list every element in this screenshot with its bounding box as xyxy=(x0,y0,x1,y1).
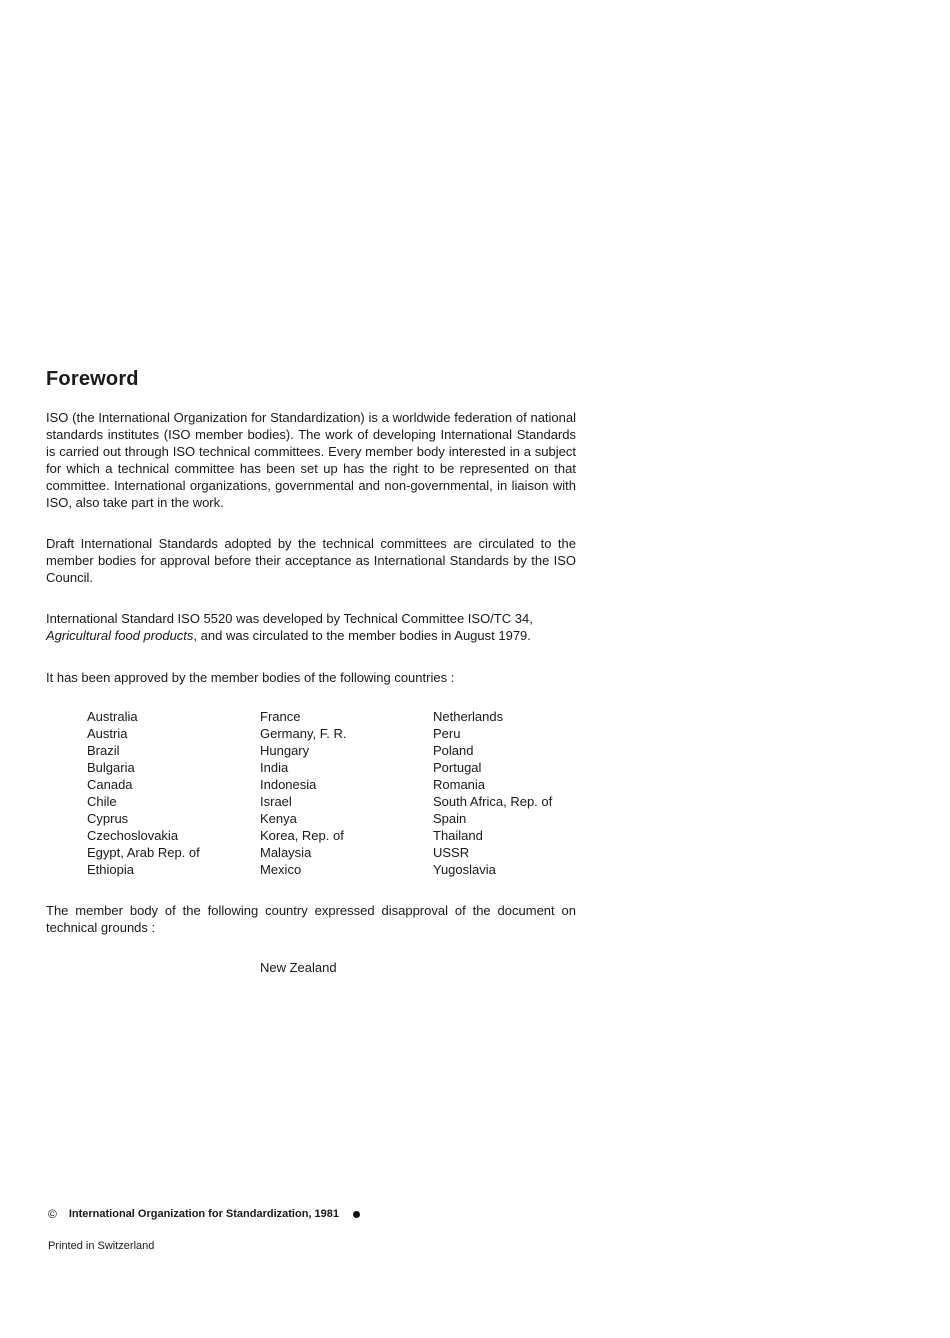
copyright-line xyxy=(48,1207,360,1222)
printed-location: Printed in Switzerland xyxy=(48,1240,155,1252)
committee-title: Agricultural food products xyxy=(46,628,194,643)
circulation-text: , and was circulated to the member bodies in August 1979. xyxy=(193,628,531,643)
country-item: Romania xyxy=(433,777,486,792)
copyright-symbol: © xyxy=(48,1207,57,1221)
approving-countries-list xyxy=(87,708,587,878)
country-item: Yugoslavia xyxy=(433,862,496,877)
country-item: Spain xyxy=(433,811,467,826)
country-item: Portugal xyxy=(433,760,482,775)
country-item: Israel xyxy=(260,794,292,809)
country-item: Canada xyxy=(87,777,133,792)
country-item: Mexico xyxy=(260,862,302,877)
copyright-text: International Organization for Standardization, 1981 xyxy=(68,1208,339,1220)
country-item: Bulgaria xyxy=(87,760,135,775)
country-item: South Africa, Rep. of xyxy=(433,794,553,809)
country-item: France xyxy=(260,709,301,724)
country-item: Austria xyxy=(87,726,128,741)
bullet-icon xyxy=(353,1211,360,1218)
page-title: Foreword xyxy=(46,368,139,390)
draft-standards-paragraph: Draft International Standards adopted by the technical committees are circulated to the member bodies for approval before their acceptance as International Standards by the ISO Council. xyxy=(46,536,576,585)
country-item: USSR xyxy=(433,845,470,860)
country-item: Peru xyxy=(433,726,461,741)
development-text: International Standard ISO 5520 was developed by Technical Committee ISO/TC 34, xyxy=(46,611,533,626)
country-item: Brazil xyxy=(87,743,120,758)
country-item: Poland xyxy=(433,743,474,758)
disapproving-country: New Zealand xyxy=(260,960,337,975)
country-item: Cyprus xyxy=(87,811,129,826)
disapproval-paragraph: The member body of the following country expressed disapproval of the document on technical grounds : xyxy=(46,903,576,935)
country-item: Thailand xyxy=(433,828,483,843)
countries-column-3 xyxy=(433,708,587,878)
country-item: Ethiopia xyxy=(87,862,134,877)
country-item: Netherlands xyxy=(433,709,504,724)
country-item: Australia xyxy=(87,709,138,724)
intro-paragraph: ISO (the International Organization for Standardization) is a worldwide federation of national standards institutes (ISO member bodies). The work of developing International Standards is carried out through ISO technical committees. Every member body interested in a subject for which a technical committee has been set up has the right to be represented on that committee. International organizations, governmental and non-governmental, in liaison with ISO, also take part in the work. xyxy=(46,410,576,510)
country-item: Hungary xyxy=(260,743,310,758)
countries-column-1 xyxy=(87,708,260,878)
country-item: Chile xyxy=(87,794,117,809)
country-item: India xyxy=(260,760,289,775)
countries-column-2 xyxy=(260,708,433,878)
country-item: Czechoslovakia xyxy=(87,828,179,843)
approval-paragraph: It has been approved by the member bodies of the following countries : xyxy=(46,670,455,685)
country-item: Germany, F. R. xyxy=(260,726,347,741)
country-item: Egypt, Arab Rep. of xyxy=(87,845,200,860)
development-paragraph xyxy=(46,610,576,644)
country-item: Indonesia xyxy=(260,777,317,792)
country-item: Korea, Rep. of xyxy=(260,828,344,843)
country-item: Kenya xyxy=(260,811,297,826)
country-item: Malaysia xyxy=(260,845,312,860)
